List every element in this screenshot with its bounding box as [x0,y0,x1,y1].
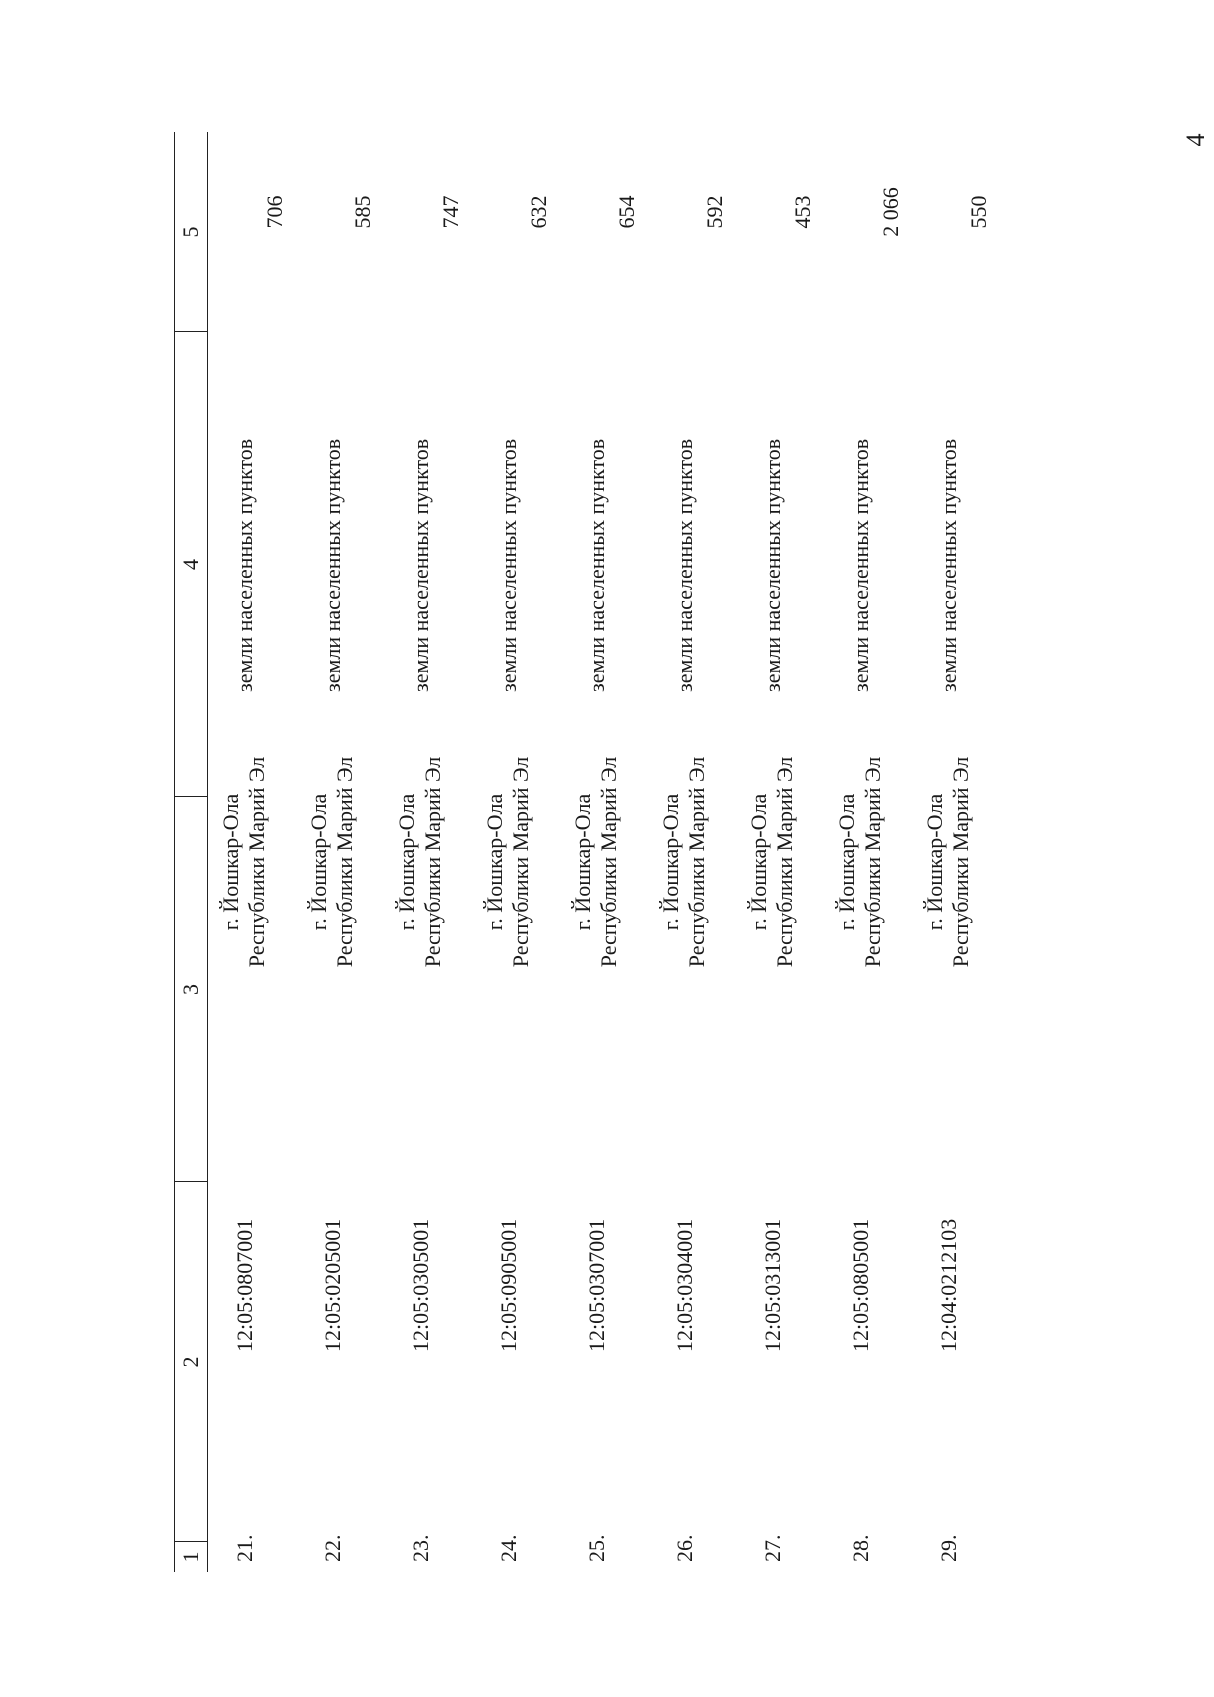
row-number: 22. [320,1534,345,1562]
location-line-1: г. Йошкар-Ола [834,793,859,931]
location [394,702,446,1022]
area-value: 747 [438,195,463,229]
row-number: 28. [848,1534,873,1562]
table-row [916,132,1008,1572]
land-category: земли населенных пунктов [672,438,697,692]
location-line-2: Республики Марий Эл [684,756,709,968]
location-line-1: г. Йошкар-Ола [570,793,595,931]
rotated-table [174,132,1214,1572]
cadastral-code: 12:05:0905001 [496,1218,521,1352]
location-line-1: г. Йошкар-Ола [658,793,683,931]
header-col-2: 2 [178,1356,203,1368]
land-category: земли населенных пунктов [232,438,257,692]
row-number: 29. [936,1534,961,1562]
table-row [564,132,656,1572]
page-number: 4 [1181,133,1210,147]
location [482,702,534,1022]
area-value: 585 [350,195,375,229]
land-category: земли населенных пунктов [848,438,873,692]
location-line-2: Республики Марий Эл [596,756,621,968]
location-line-2: Республики Марий Эл [948,756,973,968]
area-value: 592 [702,195,727,229]
cadastral-code: 12:05:0304001 [672,1218,697,1352]
location [746,702,798,1022]
location-line-2: Республики Марий Эл [508,756,533,968]
area-value: 2 066 [878,187,903,237]
row-number: 25. [584,1534,609,1562]
location-line-2: Республики Марий Эл [860,756,885,968]
location [570,702,622,1022]
row-number: 26. [672,1534,697,1562]
table-row [388,132,480,1572]
table-row [740,132,832,1572]
land-category: земли населенных пунктов [320,438,345,692]
land-category: земли населенных пунктов [936,438,961,692]
row-number: 21. [232,1534,257,1562]
row-number: 24. [496,1534,521,1562]
location-line-1: г. Йошкар-Ола [746,793,771,931]
area-value: 550 [966,195,991,229]
land-category: земли населенных пунктов [408,438,433,692]
cadastral-code: 12:05:0313001 [760,1218,785,1352]
location-line-2: Республики Марий Эл [332,756,357,968]
location-line-1: г. Йошкар-Ола [922,793,947,931]
location-line-1: г. Йошкар-Ола [306,793,331,931]
table-row [300,132,392,1572]
location-line-1: г. Йошкар-Ола [218,793,243,931]
cadastral-code: 12:05:0807001 [232,1218,257,1352]
land-category: земли населенных пунктов [760,438,785,692]
header-col-1: 1 [178,1551,203,1563]
area-value: 453 [790,195,815,229]
location-line-1: г. Йошкар-Ола [482,793,507,931]
table-header [174,132,208,1572]
area-value: 706 [262,195,287,229]
table-row [652,132,744,1572]
table-row [212,132,304,1572]
location [218,702,270,1022]
location-line-2: Республики Марий Эл [772,756,797,968]
location-line-2: Республики Марий Эл [420,756,445,968]
header-col-3: 3 [178,984,203,995]
header-col-4: 4 [178,559,203,570]
location [834,702,886,1022]
header-col-5: 5 [178,226,203,238]
area-value: 654 [614,195,639,229]
cadastral-code: 12:05:0205001 [320,1218,345,1352]
land-category: земли населенных пунктов [584,438,609,692]
location [306,702,358,1022]
cadastral-code: 12:05:0805001 [848,1218,873,1352]
location-line-1: г. Йошкар-Ола [394,793,419,931]
row-number: 27. [760,1534,785,1562]
table-row [476,132,568,1572]
land-category: земли населенных пунктов [496,438,521,692]
location [922,702,974,1022]
location-line-2: Республики Марий Эл [244,756,269,968]
location [658,702,710,1022]
cadastral-code: 12:05:0307001 [584,1218,609,1352]
area-value: 632 [526,195,551,229]
cadastral-code: 12:05:0305001 [408,1218,433,1352]
row-number: 23. [408,1534,433,1562]
table-row [828,132,920,1572]
cadastral-code: 12:04:0212103 [936,1218,961,1352]
